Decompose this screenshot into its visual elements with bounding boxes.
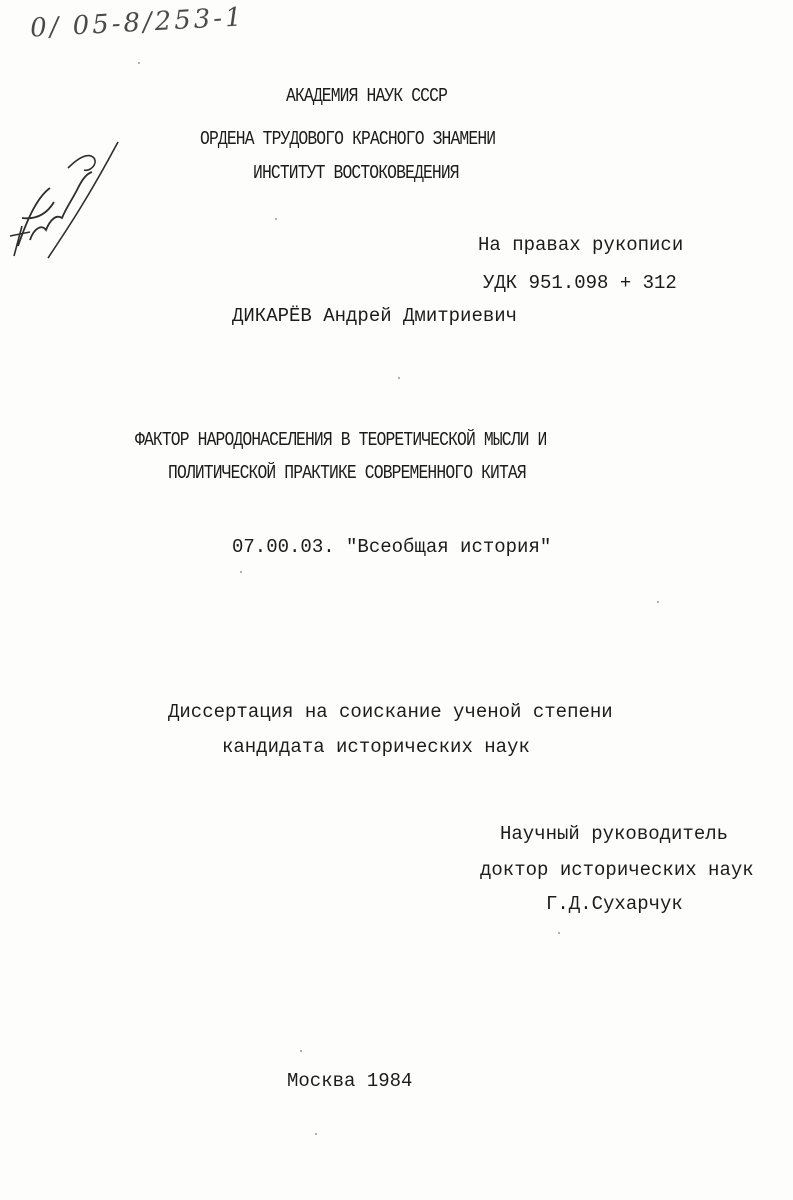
scan-speck: [398, 377, 400, 379]
scan-speck: [138, 62, 140, 64]
dissertation-degree-line-2: кандидата исторических наук: [222, 736, 530, 758]
institution-line-3: ИНСТИТУТ ВОСТОКОВЕДЕНИЯ: [253, 162, 459, 184]
scan-speck: [275, 218, 277, 220]
city-year: Москва 1984: [287, 1070, 413, 1092]
supervisor-degree: доктор исторических наук: [480, 859, 754, 881]
dissertation-degree-line-1: Диссертация на соискание ученой степени: [168, 701, 613, 723]
supervisor-label: Научный руководитель: [500, 823, 729, 845]
udk-code: УДК 951.098 + 312: [483, 272, 677, 294]
institution-line-2: ОРДЕНА ТРУДОВОГО КРАСНОГО ЗНАМЕНИ: [200, 128, 496, 150]
dissertation-title-line-2: ПОЛИТИЧЕСКОЙ ПРАКТИКЕ СОВРЕМЕННОГО КИТАЯ: [168, 462, 526, 484]
scan-speck: [657, 601, 659, 603]
scan-speck: [240, 571, 242, 573]
scan-speck: [300, 1050, 302, 1052]
author-name: ДИКАРЁВ Андрей Дмитриевич: [232, 305, 518, 327]
handwritten-archive-number: 0/ 05-8/253-1: [29, 2, 246, 44]
scan-speck: [558, 932, 560, 934]
supervisor-name: Г.Д.Сухарчук: [546, 893, 683, 915]
manuscript-rights-note: На правах рукописи: [478, 234, 684, 256]
dissertation-title-line-1: ФАКТОР НАРОДОНАСЕЛЕНИЯ В ТЕОРЕТИЧЕСКОЙ МЫСЛИ И: [135, 429, 547, 451]
institution-line-1: АКАДЕМИЯ НАУК СССР: [286, 85, 448, 107]
specialty-code: 07.00.03. "Всеобщая история": [232, 536, 552, 558]
scan-speck: [315, 1133, 317, 1135]
handwritten-signature: [8, 128, 128, 268]
